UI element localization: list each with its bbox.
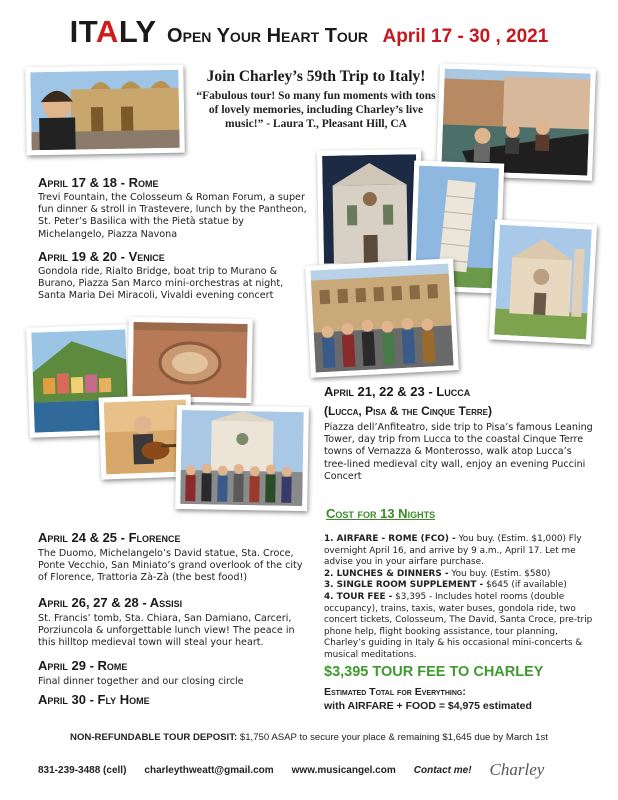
title-tour-name: Open Your Heart Tour (167, 25, 369, 47)
deposit-label: NON-REFUNDABLE TOUR DEPOSIT: (70, 732, 238, 743)
photo-colosseum-group (305, 258, 459, 378)
estimated-total-heading: Estimated Total for Everything: (324, 686, 466, 698)
section-text-venice: Gondola ride, Rialto Bridge, boat trip to Murano & Burano, Piazza San Marco mini-orchestras at night, Santa Maria Dei Miracoli, Vivaldi evening concert (38, 266, 284, 302)
title-dates: April 17 - 30 , 2021 (382, 26, 549, 47)
photo-florence-group (175, 405, 309, 511)
estimated-total-text: with AIRFARE + FOOD = $4,975 estimated (324, 700, 532, 712)
photo-florence-duomo (317, 149, 423, 269)
section-text-florence: The Duomo, Michelangelo’s David statue, Sta. Croce, Ponte Vecchio, San Miniato’s grand overlook of the city of Florence, Trattoria Zà-Zà (the best food!) (38, 548, 303, 584)
contact-email[interactable]: charleythweatt@gmail.com (144, 764, 274, 776)
tour-fee-total: $3,395 TOUR FEE TO CHARLEY (324, 664, 544, 680)
cost-heading: Cost for 13 Nights (326, 506, 436, 521)
section-heading-rome-1: April 17 & 18 - Rome (38, 175, 159, 190)
cost-item-single-room: 3. SINGLE ROOM SUPPLEMENT - $645 (if available) (324, 580, 567, 591)
section-heading-venice: April 19 & 20 - Venice (38, 249, 165, 264)
photo-assisi-basilica (489, 219, 597, 344)
contact-bar (20, 760, 600, 780)
section-heading-fly-home: April 30 - Fly Home (38, 692, 150, 707)
section-subheading-lucca: (Lucca, Pisa & the Cinque Terre) (324, 404, 492, 418)
contact-website[interactable]: www.musicangel.com (291, 764, 396, 776)
title-italy: ITALY (69, 14, 157, 49)
contact-cta: Contact me! (413, 764, 472, 776)
section-text-assisi: St. Francis’ tomb, Sta. Chiara, San Damiano, Carceri, Porziuncola & unforgettable lunch view! The peace in this hilltop medieval town will steal your heart. (38, 613, 295, 649)
signature: Charley (489, 760, 545, 779)
intro-block (196, 68, 436, 131)
intro-headline: Join Charley’s 59th Trip to Italy! (206, 68, 426, 85)
section-text-rome-2: Final dinner together and our closing circle (38, 676, 244, 687)
intro-quote: “Fabulous tour! So many fun moments with tons of lovely memories, including Charley’s live music!” - Laura T., Pleasant Hill, CA (196, 90, 436, 130)
deposit-note (0, 732, 618, 743)
cost-item-meals: 2. LUNCHES & DINNERS - You buy. (Estim. $580) (324, 568, 551, 579)
section-text-rome-1: Trevi Fountain, the Colosseum & Roman Forum, a super fun dinner & stroll in Trastevere, lunch by the Pantheon, St. Peter’s Basilica with the Pietà statue by Michelangelo, Piazza Navona (38, 192, 307, 240)
cost-item-tour-fee: 4. TOUR FEE - $3,395 - Includes hotel rooms (double occupancy), trains, taxis, water buses, gondola ride, two concert tickets, Colosseum, The David, Santa Croce, pre-trip phone help, flight booking assistance, tour planning, Charley’s guiding in Italy & his occasional mini-concerts & musical meditations. (324, 591, 593, 660)
section-heading-assisi: April 26, 27 & 28 - Assisi (38, 595, 183, 610)
contact-phone[interactable]: 831-239-3488 (cell) (38, 764, 127, 776)
section-heading-rome-2: April 29 - Rome (38, 658, 128, 673)
cost-item-airfare: 1. AIRFARE - ROME (FCO) - You buy. (Estim. $1,000) Fly overnight April 16, and arrive by 9 a.m., April 17. Let me advise you in your airfare purchase. (324, 534, 582, 568)
page-title (0, 14, 618, 50)
photo-lucca-aerial (127, 317, 252, 403)
section-heading-lucca: April 21, 22 & 23 - Lucca (324, 384, 471, 399)
deposit-text: $1,750 ASAP to secure your place & remaining $1,645 due by March 1st (237, 732, 548, 743)
photo-charley-venice (25, 65, 185, 156)
section-text-lucca: Piazza dell’Anfiteatro, side trip to Pisa’s famous Leaning Tower, day trip from Lucca to the coastal Cinque Terre towns of Vernazza & Monterosso, walk atop Lucca’s tree-lined medieval city wall, enjoy an evening Puccini Concert (324, 422, 593, 482)
cost-list (324, 534, 600, 662)
section-heading-florence: April 24 & 25 - Florence (38, 530, 181, 545)
